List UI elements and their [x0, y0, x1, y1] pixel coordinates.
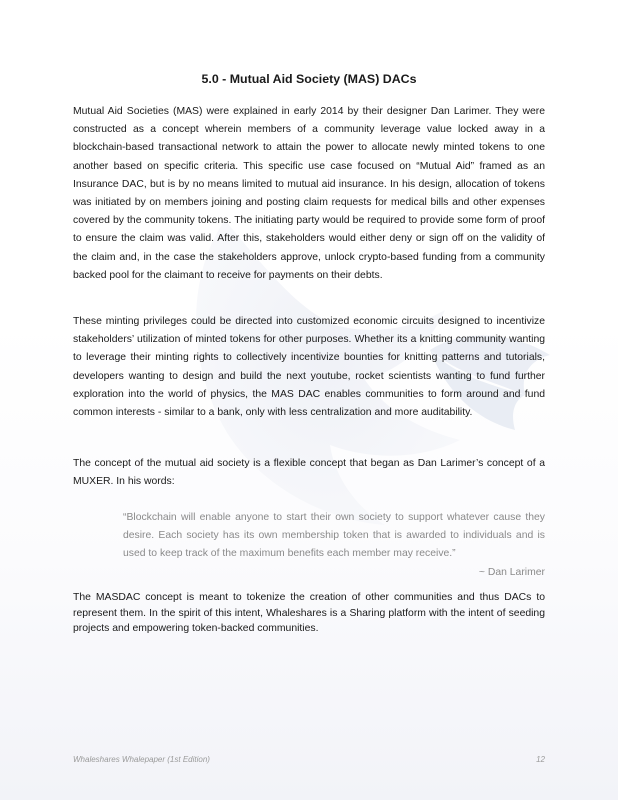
footer-title: Whaleshares Whalepaper (1st Edition): [73, 755, 210, 764]
section-title: 5.0 - Mutual Aid Society (MAS) DACs: [201, 72, 417, 86]
paragraph-1: Mutual Aid Societies (MAS) were explained in early 2014 by their designer Dan Larimer. They were constructed as a concept wherein members of a community leverage value locked away in a blockchain-based transactional network to attain the power to allocate newly minted tokens to one another based on specific criteria. This specific use case focused on “Mutual Aid” framed as an Insurance DAC, but is by no means limited to mutual aid insurance. In his design, allocation of tokens was initiated by on members joining and posting claim requests for medical bills and other expenses covered by the community tokens. The initiating party would be required to provide some form of proof to ensure the claim was valid. After this, stakeholders would either deny or sign off on the validity of the claim and, in the case the stakeholders approve, unlock crypto-based funding from a community backed pool for the claimant to receive for payments on their debts.: [73, 106, 545, 281]
paragraph-4: The MASDAC concept is meant to tokenize the creation of other communities and thus DACs to represent them. In the spirit of this intent, Whaleshares is a Sharing platform with the intent of seeding projects and empowering token-backed communities.: [73, 592, 545, 635]
page-number: 12: [536, 755, 545, 764]
paragraph-3: The concept of the mutual aid society is a flexible concept that began as Dan Larimer’s concept of a MUXER. In his words:: [73, 458, 545, 488]
quote-text: “Blockchain will enable anyone to start their own society to support whatever cause they desire. Each society has its own membership token that is awarded to individuals and is used to keep track of the maximum benefits each member may receive.”: [123, 512, 545, 560]
blockquote: [123, 509, 545, 582]
quote-attribution: ~ Dan Larimer: [478, 566, 545, 578]
paragraph-2: These minting privileges could be directed into customized economic circuits designed to incentivize stakeholders’ utilization of minted tokens for other purposes. Whether its a knitting community wanting to leverage their minting rights to collectively incentivize bounties for knitting patterns and tutorials, developers wanting to design and build the next youtube, rocket scientists wanting to fund further exploration into the world of physics, the MAS DAC enables communities to form around and fund common interests - similar to a bank, only with less centralization and more auditability.: [73, 316, 545, 419]
